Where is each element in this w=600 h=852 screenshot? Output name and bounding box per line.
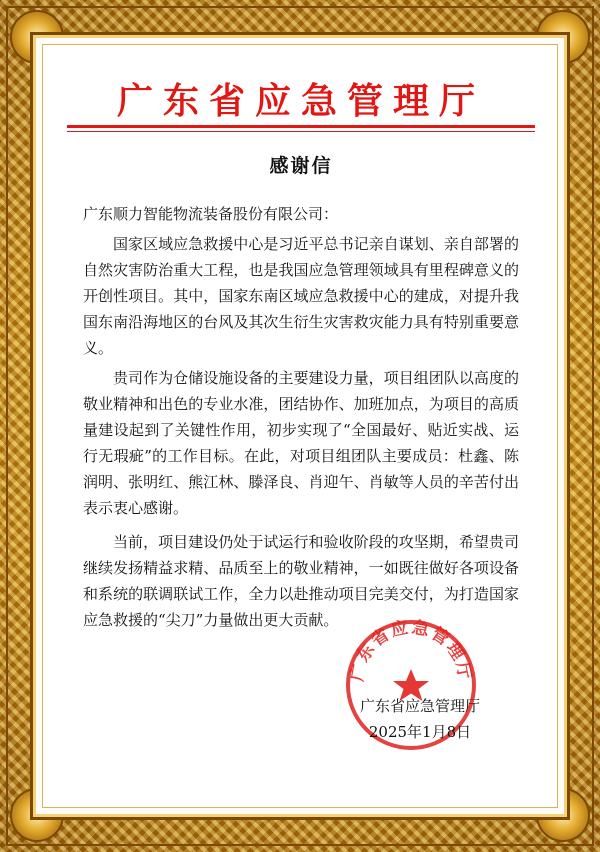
body-paragraph: 当前，项目建设仍处于试运行和验收阶段的攻坚期，希望贵司继续发扬精益求精、品质至上的敬业精神，一如既往做好各项设备和系统的联调联试工作，全力以赴推动项目完美交付，为打造国家应急救援的“尖刀”力量做出更大贡献。 — [83, 533, 519, 629]
signature-date: 2025年1月8日 — [368, 723, 472, 741]
body-paragraph: 国家区域应急救援中心是习近平总书记亲自谋划、亲自部署的自然灾害防治重大工程，也是我国应急管理领域具有里程碑意义的开创性项目。其中，国家东南区域应急救援中心的建成，对提升我国东南沿海地区的台风及其次生衍生灾害救灾能力具有特别重要意义。 — [83, 235, 519, 357]
signature-org: 广东省应急管理厅 — [359, 697, 480, 715]
letterhead-org-name: 广东省应急管理厅 — [116, 80, 485, 122]
letterhead-rule-thin — [67, 131, 535, 132]
document-title: 感谢信 — [269, 155, 333, 177]
salutation: 广东顺力智能物流装备股份有限公司： — [83, 205, 339, 223]
body-paragraph: 贵司作为仓储设施设备的主要建设力量，项目组团队以高度的敬业精神和出色的专业水准，团结协作、加班加点，为项目的高质量建设起到了关键性作用，初步实现了“全国最好、贴近实战、运行无瑕疵”的工作目标。在此，对项目组团队主要成员：杜鑫、陈润明、张明红、熊江林、滕泽良、肖迎午、肖敏等人员的辛苦付出表示衷心感谢。 — [83, 369, 519, 517]
letterhead-rule-thick — [67, 125, 535, 128]
seal-text: 广东省应急管理厅 — [347, 617, 475, 683]
letter-paper — [42, 44, 558, 808]
